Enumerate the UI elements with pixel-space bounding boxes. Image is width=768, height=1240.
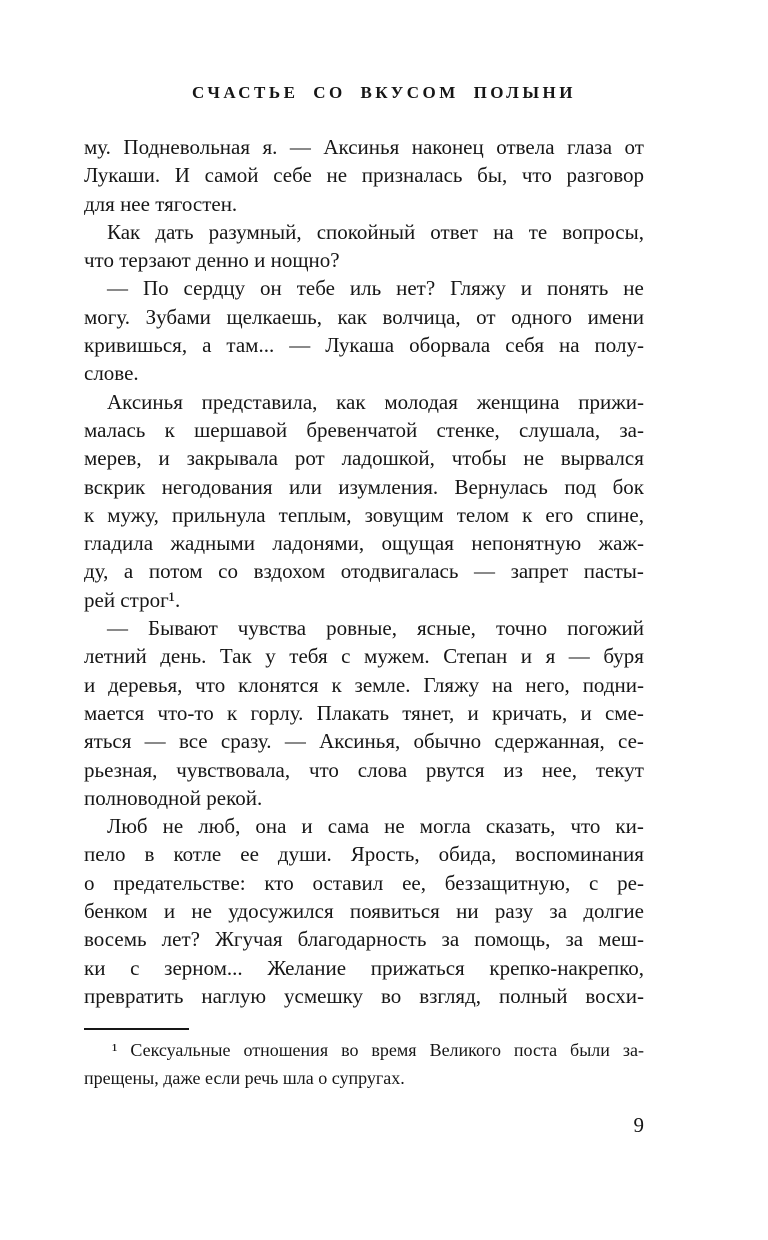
text-line: летний день. Так у тебя с мужем. Степан и я — буря [84,644,644,669]
text-line: му. Подневольная я. — Аксинья наконец отвела глаза от [84,135,644,159]
text-line: ки с зерном... Желание прижаться крепко-накрепко, [84,955,644,980]
text-line: к мужу, прильнула теплым, зовущим телом к его спине, [84,502,644,527]
paragraph [84,133,644,218]
text-line: пело в котле ее души. Ярость, обида, воспоминания [84,842,644,867]
text-line: превратить наглую усмешку во взгляд, полный восхи- [84,983,644,1008]
text-line: мается что-то к горлу. Плакать тянет, и кричать, и сме- [84,700,644,725]
paragraph [84,274,644,387]
text-line: и деревья, что клонятся к земле. Гляжу на него, подни- [84,672,644,697]
text-line: мерев, и закрывала рот ладошкой, чтобы не вырвался [84,446,644,471]
text-line: полноводной рекой. [84,785,263,810]
text-line: кривишься, а там... — Лукаша оборвала себя на полу- [84,333,644,358]
text-line: о предательстве: кто оставил ее, беззащитную, с ре- [84,870,644,895]
footnote-divider [84,1028,189,1030]
paragraph [84,218,644,275]
text-line: Как дать разумный, спокойный ответ на те вопросы, [107,219,644,244]
text-line: яться — все сразу. — Аксинья, обычно сдержанная, се- [84,729,644,754]
paragraph [84,812,644,1010]
paragraph [84,614,644,812]
text-line: — Бывают чувства ровные, ясные, точно погожий [107,616,644,641]
text-line: что терзают денно и нощно? [84,248,340,273]
text-line: слове. [84,361,139,386]
text-line: вскрик негодования или изумления. Вернулась под бок [84,474,644,499]
running-header-title: СЧАСТЬЕ СО ВКУСОМ ПОЛЫНИ [192,83,576,102]
text-line: гладила жадными ладонями, ощущая непонятную жаж- [84,531,644,556]
text-line: малась к шершавой бревенчатой стенке, слушала, за- [84,417,644,442]
text-line: ду, а потом со вздохом отодвигалась — запрет пасты- [84,559,644,584]
paragraph [84,388,644,614]
footnote [84,1036,644,1092]
page-number: 9 [633,1113,644,1137]
text-line: — По сердцу он тебе иль нет? Гляжу и понять не [107,276,644,301]
body-text [84,133,644,1010]
text-line: восемь лет? Жгучая благодарность за помощь, за меш- [84,927,644,952]
text-line: прещены, даже если речь шла о супругах. [84,1068,405,1088]
text-line: рьезная, чувствовала, что слова рвутся из нее, текут [84,757,644,782]
text-line: Люб не люб, она и сама не могла сказать, что ки- [107,814,644,839]
text-line: Аксинья представила, как молодая женщина прижи- [107,389,644,414]
text-line: ¹ Сексуальные отношения во время Великого поста были за- [112,1040,644,1060]
text-line: могу. Зубами щелкаешь, как волчица, от одного имени [84,304,644,329]
text-line: рей строг¹. [84,587,181,612]
text-line: для нее тягостен. [84,191,238,216]
text-line: бенком и не удосужился появиться ни разу за долгие [84,899,644,924]
text-line: Лукаши. И самой себе не призналась бы, что разговор [84,163,644,188]
